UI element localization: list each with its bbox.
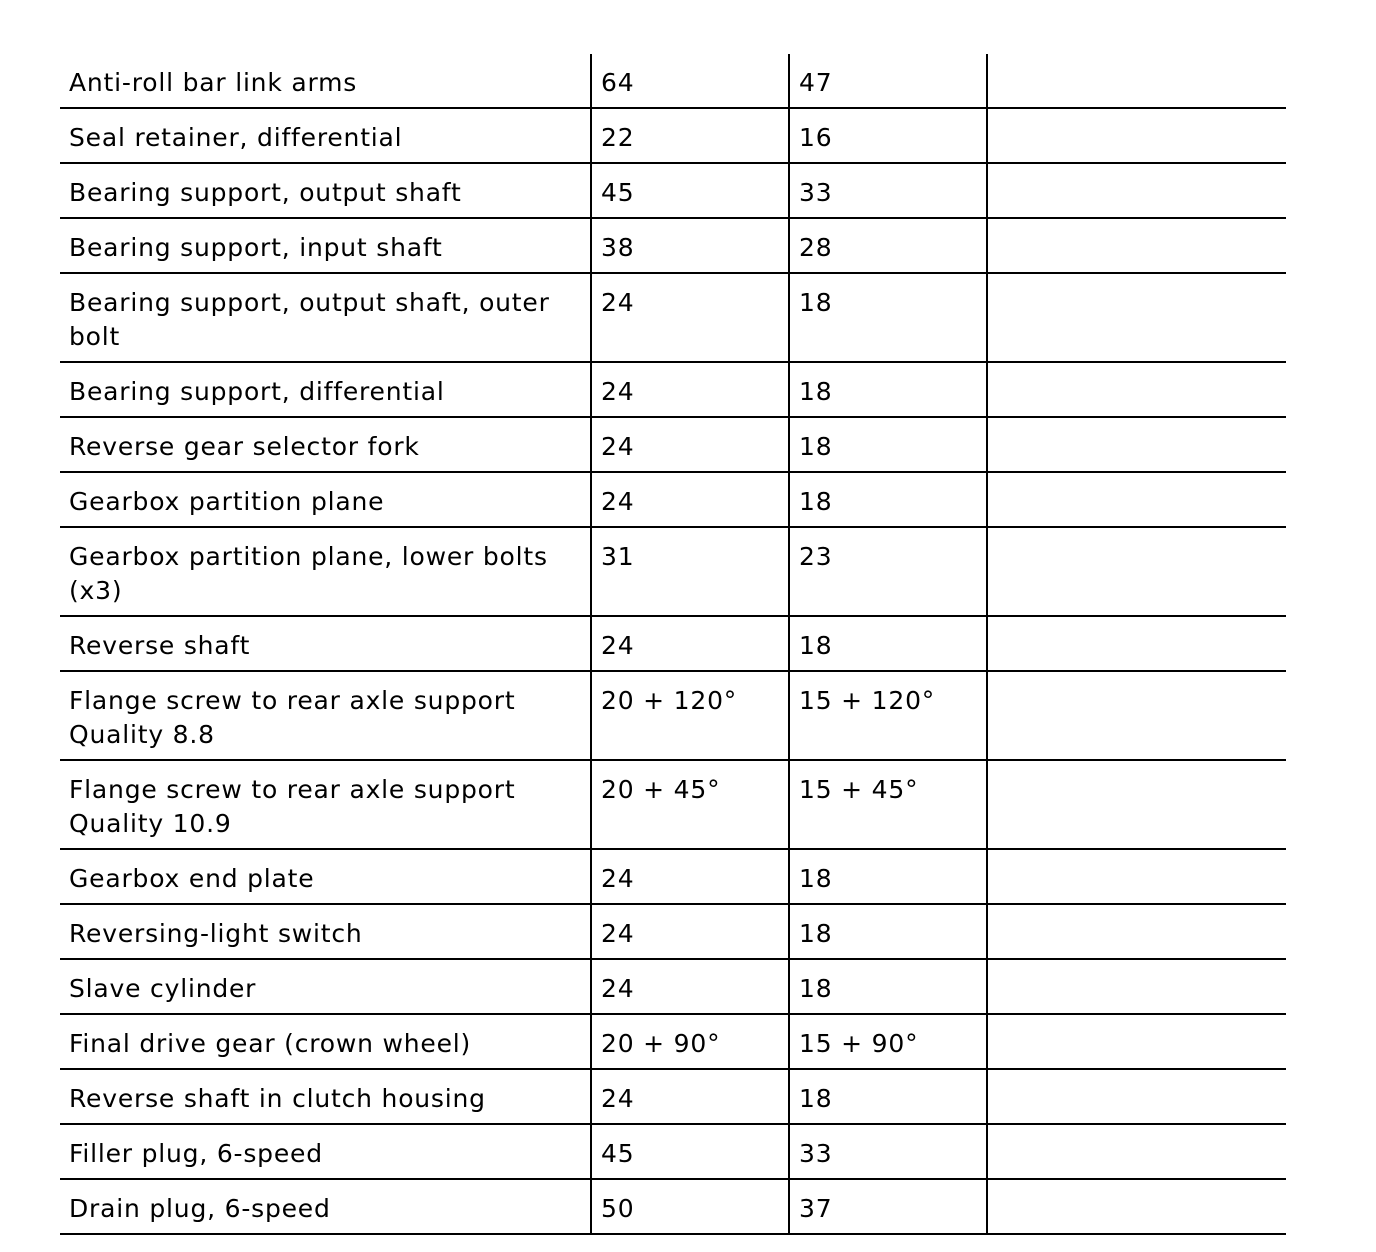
component-cell: Reverse gear selector fork xyxy=(60,417,591,472)
component-cell: Drain plug, 6-speed xyxy=(60,1179,591,1234)
table-row xyxy=(60,1179,1286,1234)
note-cell xyxy=(987,108,1286,163)
component-cell: Reverse shaft xyxy=(60,616,591,671)
torque-lbft-cell: 33 xyxy=(789,163,987,218)
torque-nm-cell: 22 xyxy=(591,108,789,163)
note-cell xyxy=(987,1069,1286,1124)
torque-nm-cell: 24 xyxy=(591,904,789,959)
table-row xyxy=(60,849,1286,904)
component-cell: Bearing support, differential xyxy=(60,362,591,417)
table-row xyxy=(60,1014,1286,1069)
torque-lbft-cell: 18 xyxy=(789,472,987,527)
component-cell: Reversing-light switch xyxy=(60,904,591,959)
torque-nm-cell: 20 + 90° xyxy=(591,1014,789,1069)
component-cell: Seal retainer, differential xyxy=(60,108,591,163)
note-cell xyxy=(987,54,1286,108)
table-row xyxy=(60,616,1286,671)
torque-lbft-cell: 47 xyxy=(789,54,987,108)
table-row xyxy=(60,671,1286,760)
note-cell xyxy=(987,1179,1286,1234)
table-row xyxy=(60,527,1286,616)
table-row xyxy=(60,1069,1286,1124)
table-row xyxy=(60,760,1286,849)
note-cell xyxy=(987,849,1286,904)
torque-lbft-cell: 15 + 90° xyxy=(789,1014,987,1069)
table-row xyxy=(60,163,1286,218)
torque-lbft-cell: 18 xyxy=(789,849,987,904)
component-cell: Bearing support, input shaft xyxy=(60,218,591,273)
torque-nm-cell: 24 xyxy=(591,273,789,362)
torque-table-body xyxy=(60,54,1286,1234)
component-cell: Flange screw to rear axle support Quality 10.9 xyxy=(60,760,591,849)
component-cell: Filler plug, 6-speed xyxy=(60,1124,591,1179)
note-cell xyxy=(987,218,1286,273)
torque-spec-table xyxy=(60,54,1286,1235)
table-row xyxy=(60,417,1286,472)
component-cell: Slave cylinder xyxy=(60,959,591,1014)
note-cell xyxy=(987,616,1286,671)
table-row xyxy=(60,108,1286,163)
component-cell: Anti-roll bar link arms xyxy=(60,54,591,108)
torque-nm-cell: 20 + 45° xyxy=(591,760,789,849)
table-row xyxy=(60,54,1286,108)
torque-lbft-cell: 18 xyxy=(789,959,987,1014)
table-row xyxy=(60,472,1286,527)
torque-lbft-cell: 28 xyxy=(789,218,987,273)
note-cell xyxy=(987,273,1286,362)
torque-nm-cell: 50 xyxy=(591,1179,789,1234)
component-cell: Final drive gear (crown wheel) xyxy=(60,1014,591,1069)
component-cell: Gearbox end plate xyxy=(60,849,591,904)
component-cell: Flange screw to rear axle support Quality 8.8 xyxy=(60,671,591,760)
torque-nm-cell: 24 xyxy=(591,959,789,1014)
component-cell: Bearing support, output shaft xyxy=(60,163,591,218)
torque-lbft-cell: 18 xyxy=(789,273,987,362)
torque-nm-cell: 45 xyxy=(591,1124,789,1179)
note-cell xyxy=(987,163,1286,218)
torque-lbft-cell: 37 xyxy=(789,1179,987,1234)
note-cell xyxy=(987,671,1286,760)
note-cell xyxy=(987,959,1286,1014)
table-row xyxy=(60,959,1286,1014)
torque-lbft-cell: 15 + 45° xyxy=(789,760,987,849)
torque-nm-cell: 38 xyxy=(591,218,789,273)
component-cell: Bearing support, output shaft, outer bolt xyxy=(60,273,591,362)
torque-lbft-cell: 18 xyxy=(789,362,987,417)
note-cell xyxy=(987,362,1286,417)
note-cell xyxy=(987,760,1286,849)
torque-nm-cell: 20 + 120° xyxy=(591,671,789,760)
torque-nm-cell: 24 xyxy=(591,417,789,472)
torque-nm-cell: 24 xyxy=(591,472,789,527)
component-cell: Reverse shaft in clutch housing xyxy=(60,1069,591,1124)
note-cell xyxy=(987,904,1286,959)
torque-lbft-cell: 18 xyxy=(789,417,987,472)
torque-lbft-cell: 15 + 120° xyxy=(789,671,987,760)
torque-nm-cell: 24 xyxy=(591,849,789,904)
component-cell: Gearbox partition plane xyxy=(60,472,591,527)
note-cell xyxy=(987,472,1286,527)
torque-lbft-cell: 18 xyxy=(789,1069,987,1124)
table-row xyxy=(60,904,1286,959)
note-cell xyxy=(987,527,1286,616)
table-row xyxy=(60,218,1286,273)
torque-nm-cell: 24 xyxy=(591,362,789,417)
torque-nm-cell: 24 xyxy=(591,1069,789,1124)
component-cell: Gearbox partition plane, lower bolts (x3) xyxy=(60,527,591,616)
note-cell xyxy=(987,1014,1286,1069)
torque-lbft-cell: 16 xyxy=(789,108,987,163)
torque-nm-cell: 31 xyxy=(591,527,789,616)
torque-lbft-cell: 18 xyxy=(789,904,987,959)
table-row xyxy=(60,1124,1286,1179)
torque-nm-cell: 64 xyxy=(591,54,789,108)
table-row xyxy=(60,362,1286,417)
torque-nm-cell: 45 xyxy=(591,163,789,218)
note-cell xyxy=(987,1124,1286,1179)
table-row xyxy=(60,273,1286,362)
torque-nm-cell: 24 xyxy=(591,616,789,671)
torque-lbft-cell: 33 xyxy=(789,1124,987,1179)
note-cell xyxy=(987,417,1286,472)
torque-lbft-cell: 18 xyxy=(789,616,987,671)
torque-lbft-cell: 23 xyxy=(789,527,987,616)
